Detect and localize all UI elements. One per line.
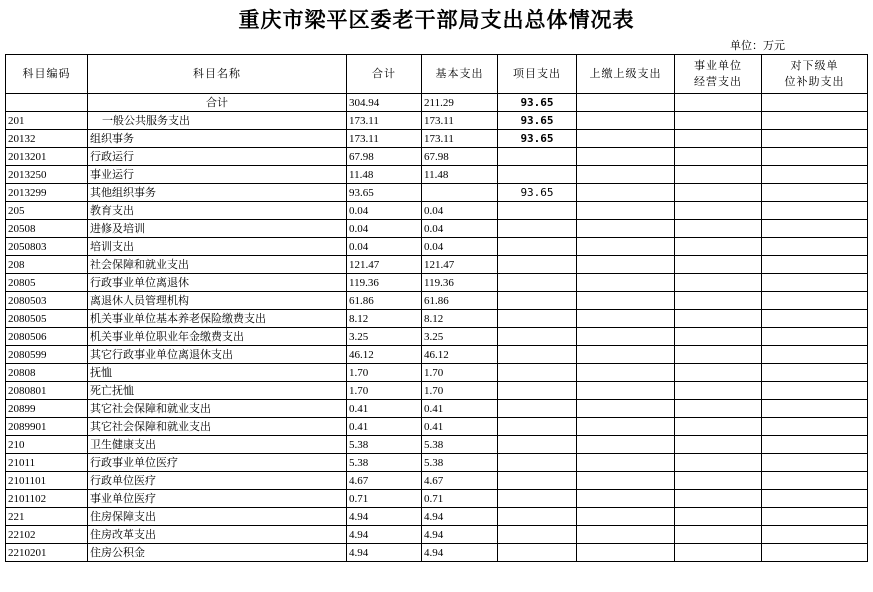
cell-basic: 211.29 xyxy=(422,94,498,112)
cell-basic: 67.98 xyxy=(422,148,498,166)
cell-total: 121.47 xyxy=(347,256,422,274)
cell-upper xyxy=(577,148,675,166)
cell-basic: 5.38 xyxy=(422,436,498,454)
cell-subsidy xyxy=(762,382,868,400)
cell-total: 5.38 xyxy=(347,454,422,472)
cell-upper xyxy=(577,238,675,256)
cell-name: 其它社会保障和就业支出 xyxy=(88,400,347,418)
cell-subsidy xyxy=(762,346,868,364)
cell-upper xyxy=(577,274,675,292)
cell-project xyxy=(498,400,577,418)
header-name: 科目名称 xyxy=(88,55,347,94)
cell-code: 2089901 xyxy=(6,418,88,436)
cell-total: 61.86 xyxy=(347,292,422,310)
cell-code: 2050803 xyxy=(6,238,88,256)
cell-business xyxy=(675,454,762,472)
cell-basic: 8.12 xyxy=(422,310,498,328)
cell-basic: 0.04 xyxy=(422,202,498,220)
cell-code: 20805 xyxy=(6,274,88,292)
cell-subsidy xyxy=(762,490,868,508)
cell-business xyxy=(675,472,762,490)
cell-upper xyxy=(577,454,675,472)
cell-business xyxy=(675,94,762,112)
cell-total: 4.94 xyxy=(347,508,422,526)
cell-business xyxy=(675,166,762,184)
cell-business xyxy=(675,346,762,364)
cell-basic: 0.71 xyxy=(422,490,498,508)
cell-subsidy xyxy=(762,256,868,274)
cell-upper xyxy=(577,310,675,328)
cell-business xyxy=(675,418,762,436)
cell-subsidy xyxy=(762,202,868,220)
cell-name: 合计 xyxy=(88,94,347,112)
cell-upper xyxy=(577,382,675,400)
cell-code: 20508 xyxy=(6,220,88,238)
table-row xyxy=(6,544,868,562)
cell-name: 机关事业单位职业年金缴费支出 xyxy=(88,328,347,346)
cell-total: 1.70 xyxy=(347,382,422,400)
cell-code: 2013250 xyxy=(6,166,88,184)
cell-name: 机关事业单位基本养老保险缴费支出 xyxy=(88,310,347,328)
cell-upper xyxy=(577,364,675,382)
table-row xyxy=(6,400,868,418)
cell-total: 0.04 xyxy=(347,220,422,238)
cell-project xyxy=(498,238,577,256)
cell-subsidy xyxy=(762,148,868,166)
cell-code: 2080503 xyxy=(6,292,88,310)
table-row xyxy=(6,526,868,544)
cell-upper xyxy=(577,418,675,436)
page-title: 重庆市梁平区委老干部局支出总体情况表 xyxy=(238,7,635,32)
table-row xyxy=(6,310,868,328)
cell-total: 0.41 xyxy=(347,400,422,418)
cell-project: 93.65 xyxy=(498,94,577,112)
cell-upper xyxy=(577,130,675,148)
cell-subsidy xyxy=(762,508,868,526)
cell-code: 2080505 xyxy=(6,310,88,328)
cell-subsidy xyxy=(762,328,868,346)
cell-code: 20899 xyxy=(6,400,88,418)
table-row xyxy=(6,274,868,292)
cell-total: 4.94 xyxy=(347,526,422,544)
cell-upper xyxy=(577,400,675,418)
table-row xyxy=(6,166,868,184)
cell-code: 20808 xyxy=(6,364,88,382)
cell-upper xyxy=(577,508,675,526)
cell-code: 2080506 xyxy=(6,328,88,346)
cell-business xyxy=(675,526,762,544)
cell-project xyxy=(498,310,577,328)
cell-code: 2210201 xyxy=(6,544,88,562)
cell-code: 208 xyxy=(6,256,88,274)
cell-name: 一般公共服务支出 xyxy=(88,112,347,130)
cell-subsidy xyxy=(762,472,868,490)
cell-subsidy xyxy=(762,418,868,436)
table-row xyxy=(6,202,868,220)
cell-name: 事业单位医疗 xyxy=(88,490,347,508)
cell-code: 2013201 xyxy=(6,148,88,166)
cell-name: 其他组织事务 xyxy=(88,184,347,202)
table-row xyxy=(6,346,868,364)
cell-total: 304.94 xyxy=(347,94,422,112)
cell-basic: 0.04 xyxy=(422,238,498,256)
cell-business xyxy=(675,364,762,382)
cell-total: 1.70 xyxy=(347,364,422,382)
table-row xyxy=(6,490,868,508)
cell-upper xyxy=(577,526,675,544)
header-total: 合计 xyxy=(347,55,422,94)
cell-code: 2101102 xyxy=(6,490,88,508)
table-row xyxy=(6,148,868,166)
cell-name: 抚恤 xyxy=(88,364,347,382)
cell-upper xyxy=(577,328,675,346)
cell-total: 4.67 xyxy=(347,472,422,490)
cell-code: 205 xyxy=(6,202,88,220)
cell-business xyxy=(675,436,762,454)
cell-upper xyxy=(577,220,675,238)
cell-basic: 0.41 xyxy=(422,418,498,436)
cell-code: 2080599 xyxy=(6,346,88,364)
cell-total: 173.11 xyxy=(347,112,422,130)
cell-subsidy xyxy=(762,166,868,184)
header-code: 科目编码 xyxy=(6,55,88,94)
cell-name: 行政事业单位医疗 xyxy=(88,454,347,472)
cell-basic: 4.94 xyxy=(422,526,498,544)
cell-business xyxy=(675,256,762,274)
cell-total: 93.65 xyxy=(347,184,422,202)
cell-subsidy xyxy=(762,112,868,130)
cell-code: 2101101 xyxy=(6,472,88,490)
header-subsidy-line2: 位补助支出 xyxy=(784,75,845,88)
table-row xyxy=(6,364,868,382)
cell-name: 死亡抚恤 xyxy=(88,382,347,400)
cell-basic: 173.11 xyxy=(422,112,498,130)
cell-upper xyxy=(577,184,675,202)
cell-business xyxy=(675,238,762,256)
cell-upper xyxy=(577,202,675,220)
cell-basic: 4.94 xyxy=(422,508,498,526)
cell-basic: 4.67 xyxy=(422,472,498,490)
cell-project xyxy=(498,544,577,562)
cell-business xyxy=(675,310,762,328)
cell-total: 0.04 xyxy=(347,238,422,256)
cell-project: 93.65 xyxy=(498,112,577,130)
cell-total: 46.12 xyxy=(347,346,422,364)
table-row xyxy=(6,454,868,472)
cell-upper xyxy=(577,292,675,310)
cell-upper xyxy=(577,472,675,490)
cell-basic: 173.11 xyxy=(422,130,498,148)
cell-name: 行政单位医疗 xyxy=(88,472,347,490)
cell-business xyxy=(675,328,762,346)
cell-name: 离退休人员管理机构 xyxy=(88,292,347,310)
header-subsidy-line1: 对下级单 xyxy=(790,59,839,72)
cell-project xyxy=(498,508,577,526)
cell-total: 3.25 xyxy=(347,328,422,346)
cell-total: 67.98 xyxy=(347,148,422,166)
cell-project xyxy=(498,454,577,472)
cell-code: 20132 xyxy=(6,130,88,148)
header-upper: 上缴上级支出 xyxy=(577,55,675,94)
table-header-row xyxy=(6,55,868,94)
cell-upper xyxy=(577,256,675,274)
cell-basic: 46.12 xyxy=(422,346,498,364)
cell-basic: 0.04 xyxy=(422,220,498,238)
cell-subsidy xyxy=(762,220,868,238)
cell-basic: 119.36 xyxy=(422,274,498,292)
cell-total: 119.36 xyxy=(347,274,422,292)
table-row xyxy=(6,328,868,346)
cell-basic: 5.38 xyxy=(422,454,498,472)
table-row xyxy=(6,112,868,130)
table-row xyxy=(6,256,868,274)
cell-business xyxy=(675,148,762,166)
cell-subsidy xyxy=(762,544,868,562)
cell-business xyxy=(675,544,762,562)
cell-upper xyxy=(577,112,675,130)
header-subsidy xyxy=(762,55,868,94)
cell-name: 组织事务 xyxy=(88,130,347,148)
header-business-line2: 经营支出 xyxy=(694,75,742,88)
cell-code: 2080801 xyxy=(6,382,88,400)
cell-basic: 1.70 xyxy=(422,364,498,382)
cell-upper xyxy=(577,490,675,508)
cell-project: 93.65 xyxy=(498,130,577,148)
cell-total: 0.41 xyxy=(347,418,422,436)
cell-project: 93.65 xyxy=(498,184,577,202)
cell-code: 2013299 xyxy=(6,184,88,202)
cell-name: 住房公积金 xyxy=(88,544,347,562)
table-row xyxy=(6,382,868,400)
cell-business xyxy=(675,292,762,310)
cell-business xyxy=(675,220,762,238)
cell-subsidy xyxy=(762,364,868,382)
cell-subsidy xyxy=(762,94,868,112)
table-row xyxy=(6,184,868,202)
cell-name: 培训支出 xyxy=(88,238,347,256)
cell-project xyxy=(498,346,577,364)
cell-name: 事业运行 xyxy=(88,166,347,184)
cell-project xyxy=(498,436,577,454)
cell-project xyxy=(498,418,577,436)
cell-upper xyxy=(577,346,675,364)
table-row xyxy=(6,220,868,238)
cell-subsidy xyxy=(762,310,868,328)
cell-project xyxy=(498,292,577,310)
table-row xyxy=(6,238,868,256)
cell-basic: 4.94 xyxy=(422,544,498,562)
cell-name: 社会保障和就业支出 xyxy=(88,256,347,274)
table-row xyxy=(6,94,868,112)
cell-basic: 1.70 xyxy=(422,382,498,400)
cell-total: 4.94 xyxy=(347,544,422,562)
cell-project xyxy=(498,526,577,544)
cell-subsidy xyxy=(762,274,868,292)
header-basic: 基本支出 xyxy=(422,55,498,94)
header-project: 项目支出 xyxy=(498,55,577,94)
cell-business xyxy=(675,400,762,418)
cell-basic: 11.48 xyxy=(422,166,498,184)
cell-project xyxy=(498,166,577,184)
table-row xyxy=(6,436,868,454)
cell-code: 22102 xyxy=(6,526,88,544)
cell-name: 住房保障支出 xyxy=(88,508,347,526)
cell-code: 21011 xyxy=(6,454,88,472)
cell-code: 210 xyxy=(6,436,88,454)
cell-business xyxy=(675,112,762,130)
cell-project xyxy=(498,382,577,400)
cell-name: 住房改革支出 xyxy=(88,526,347,544)
cell-subsidy xyxy=(762,400,868,418)
cell-subsidy xyxy=(762,184,868,202)
cell-subsidy xyxy=(762,130,868,148)
cell-subsidy xyxy=(762,238,868,256)
cell-business xyxy=(675,274,762,292)
cell-total: 173.11 xyxy=(347,130,422,148)
cell-subsidy xyxy=(762,436,868,454)
table-row xyxy=(6,130,868,148)
cell-project xyxy=(498,148,577,166)
cell-total: 8.12 xyxy=(347,310,422,328)
cell-total: 5.38 xyxy=(347,436,422,454)
cell-name: 行政事业单位离退休 xyxy=(88,274,347,292)
cell-business xyxy=(675,184,762,202)
cell-name: 行政运行 xyxy=(88,148,347,166)
cell-name: 进修及培训 xyxy=(88,220,347,238)
cell-project xyxy=(498,472,577,490)
cell-code: 221 xyxy=(6,508,88,526)
cell-business xyxy=(675,508,762,526)
cell-business xyxy=(675,490,762,508)
cell-name: 其它社会保障和就业支出 xyxy=(88,418,347,436)
cell-subsidy xyxy=(762,292,868,310)
cell-basic: 61.86 xyxy=(422,292,498,310)
cell-upper xyxy=(577,94,675,112)
cell-project xyxy=(498,220,577,238)
cell-name: 教育支出 xyxy=(88,202,347,220)
cell-project xyxy=(498,202,577,220)
cell-basic: 3.25 xyxy=(422,328,498,346)
table-row xyxy=(6,418,868,436)
cell-total: 0.71 xyxy=(347,490,422,508)
expenditure-table xyxy=(5,54,868,562)
cell-project xyxy=(498,490,577,508)
cell-upper xyxy=(577,166,675,184)
cell-upper xyxy=(577,544,675,562)
table-row xyxy=(6,292,868,310)
cell-business xyxy=(675,382,762,400)
cell-project xyxy=(498,328,577,346)
cell-name: 卫生健康支出 xyxy=(88,436,347,454)
cell-basic: 121.47 xyxy=(422,256,498,274)
cell-total: 0.04 xyxy=(347,202,422,220)
cell-project xyxy=(498,256,577,274)
cell-subsidy xyxy=(762,526,868,544)
cell-total: 11.48 xyxy=(347,166,422,184)
table-row xyxy=(6,472,868,490)
cell-business xyxy=(675,130,762,148)
cell-basic: 0.41 xyxy=(422,400,498,418)
cell-basic xyxy=(422,184,498,202)
cell-subsidy xyxy=(762,454,868,472)
cell-project xyxy=(498,364,577,382)
cell-code: 201 xyxy=(6,112,88,130)
unit-label: 单位：万元 xyxy=(730,39,785,52)
header-business xyxy=(675,55,762,94)
cell-business xyxy=(675,202,762,220)
table-row xyxy=(6,508,868,526)
cell-project xyxy=(498,274,577,292)
cell-code xyxy=(6,94,88,112)
cell-upper xyxy=(577,436,675,454)
cell-name: 其它行政事业单位离退休支出 xyxy=(88,346,347,364)
header-business-line1: 事业单位 xyxy=(694,59,742,72)
